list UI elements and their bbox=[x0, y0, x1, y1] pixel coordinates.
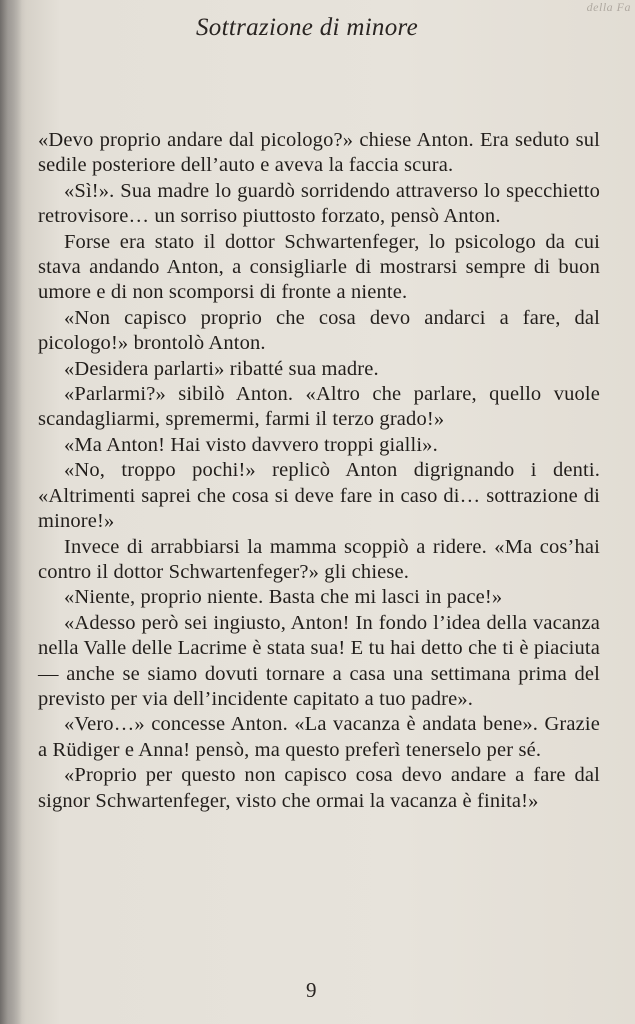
paragraph: «Non capisco proprio che cosa devo andarci a fare, dal picologo!» brontolò Anton. bbox=[38, 306, 600, 355]
paragraph: «No, troppo pochi!» replicò Anton digrignando i denti. «Altrimenti saprei che cosa si deve fare in caso di… sottrazione di minore!» bbox=[38, 459, 600, 533]
paragraph: «Vero…» concesse Anton. «La vacanza è andata bene». Grazie a Rüdiger e Anna! pensò, ma questo preferì tenerselo per sé. bbox=[38, 713, 600, 761]
bleed-through-text: della Fa bbox=[586, 0, 631, 14]
paragraph: «Ma Anton! Hai visto davvero troppi gialli». bbox=[64, 433, 438, 456]
paragraph: «Devo proprio andare dal picologo?» chiese Anton. Era seduto sul sedile posteriore dell’auto e aveva la faccia scura. bbox=[38, 129, 600, 177]
paragraph: «Parlarmi?» sibilò Anton. «Altro che parlare, quello vuole scandagliarmi, spremermi, farmi il terzo grado!» bbox=[38, 383, 600, 431]
paragraph: «Niente, proprio niente. Basta che mi lasci in pace!» bbox=[64, 586, 503, 609]
page-number: 9 bbox=[306, 978, 317, 1002]
paragraph: «Proprio per questo non capisco cosa devo andare a fare dal signor Schwartenfeger, visto che ormai la vacanza è finita!» bbox=[38, 764, 600, 812]
paragraph: «Sì!». Sua madre lo guardò sorridendo attraverso lo specchietto retrovisore… un sorriso piuttosto forzato, pensò Anton. bbox=[38, 179, 600, 228]
body-text bbox=[38, 128, 600, 814]
paragraph: Forse era stato il dottor Schwartenfeger, lo psicologo da cui stava andando Anton, a consigliarle di mostrarsi sempre di buon umore e di non scomporsi di fronte a niente. bbox=[38, 230, 600, 304]
paragraph: «Adesso però sei ingiusto, Anton! In fondo l’idea della vacanza nella Valle delle Lacrime è stata sua! E tu hai detto che ti è piaciuta — anche se siamo dovuti tornare a casa una settimana prima del previsto per via dell’incidente capitato a tuo padre». bbox=[38, 611, 600, 710]
paragraph: Invece di arrabbiarsi la mamma scoppiò a ridere. «Ma cos’hai contro il dottor Schwartenfeger?» gli chiese. bbox=[38, 535, 600, 583]
running-head: Sottrazione di minore bbox=[196, 14, 419, 41]
page-gutter-shadow bbox=[0, 0, 22, 1024]
paragraph: «Desidera parlarti» ribatté sua madre. bbox=[64, 357, 379, 380]
